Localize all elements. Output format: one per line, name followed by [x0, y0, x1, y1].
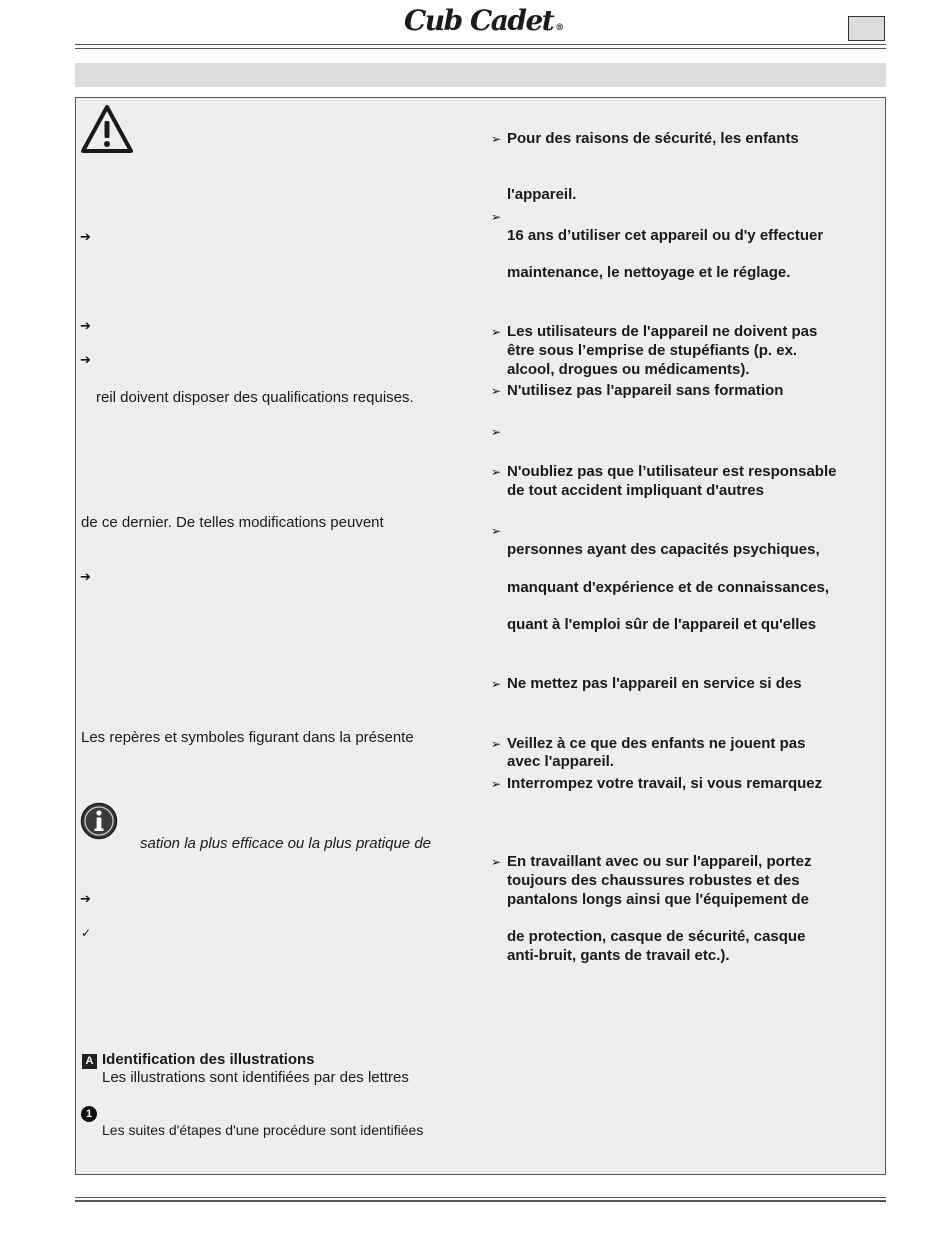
- safety-text-line: maintenance, le nettoyage et le réglage.: [507, 264, 791, 281]
- safety-text-line: Veillez à ce que des enfants ne jouent pas: [507, 735, 806, 752]
- arrow-bullet: ➔: [80, 892, 91, 907]
- footer-rule: [75, 1197, 886, 1198]
- safety-text-line: N'oubliez pas que l’utilisateur est responsable: [507, 463, 837, 480]
- safety-text-line: toujours des chaussures robustes et des: [507, 872, 800, 889]
- safety-text-line: Les utilisateurs de l'appareil ne doivent pas: [507, 323, 818, 340]
- info-text-line: sation la plus efficace ou la plus pratique de: [140, 835, 432, 852]
- triangle-bullet: ➢: [491, 465, 502, 479]
- safety-text-line: En travaillant avec ou sur l'appareil, portez: [507, 853, 812, 870]
- triangle-bullet: ➢: [491, 384, 502, 398]
- safety-text-line: être sous l’emprise de stupéfiants (p. ex.: [507, 342, 798, 359]
- arrow-bullet: ➔: [80, 570, 91, 585]
- brand-logo: [404, 6, 580, 36]
- text-line: Les suites d'étapes d'une procédure sont identifiées: [102, 1122, 424, 1138]
- triangle-bullet: ➢: [491, 425, 502, 439]
- safety-text-line: Ne mettez pas l'appareil en service si des: [507, 675, 802, 692]
- text-line: Les illustrations sont identifiées par des lettres: [102, 1069, 409, 1086]
- step-number-badge: 1: [81, 1106, 97, 1122]
- safety-text-line: alcool, drogues ou médicaments).: [507, 361, 750, 378]
- safety-text-line: Pour des raisons de sécurité, les enfants: [507, 130, 799, 147]
- safety-text-line: quant à l'emploi sûr de l'appareil et qu'elles: [507, 616, 817, 633]
- safety-text-line: 16 ans d’utiliser cet appareil ou d'y effectuer: [507, 227, 824, 244]
- content-panel: [75, 97, 886, 1175]
- text-line: de ce dernier. De telles modifications peuvent: [81, 514, 384, 531]
- triangle-bullet: ➢: [491, 737, 502, 751]
- footer-rule-thick: [75, 1200, 886, 1202]
- safety-text-line: l'appareil.: [507, 186, 577, 203]
- brand-name: Cub Cadet: [404, 4, 554, 37]
- safety-text-line: de protection, casque de sécurité, casque: [507, 928, 806, 945]
- info-icon: [80, 802, 118, 840]
- check-icon: ✓: [81, 926, 92, 940]
- registered-mark: ®: [555, 23, 565, 33]
- safety-text-line: N'utilisez pas l'appareil sans formation: [507, 382, 784, 399]
- safety-text-line: pantalons longs ainsi que l'équipement de: [507, 891, 809, 908]
- warning-triangle-icon: [80, 104, 134, 154]
- arrow-bullet: ➔: [80, 353, 91, 368]
- safety-text-line: Interrompez votre travail, si vous remarquez: [507, 775, 823, 792]
- safety-text-line: personnes ayant des capacités psychiques,: [507, 541, 820, 558]
- triangle-bullet: ➢: [491, 210, 502, 224]
- page-number-box: [848, 16, 885, 41]
- illustration-letter-badge: A: [82, 1054, 97, 1069]
- triangle-bullet: ➢: [491, 677, 502, 691]
- safety-text-line: manquant d'expérience et de connaissances,: [507, 579, 830, 596]
- triangle-bullet: ➢: [491, 132, 502, 146]
- safety-text-line: de tout accident impliquant d'autres: [507, 482, 764, 499]
- text-line: reil doivent disposer des qualifications requises.: [96, 389, 414, 406]
- safety-text-line: avec l'appareil.: [507, 753, 614, 770]
- header-rule: [75, 44, 886, 45]
- section-title-bar: [75, 63, 886, 87]
- arrow-bullet: ➔: [80, 230, 91, 245]
- illustrations-heading: Identification des illustrations: [102, 1051, 315, 1068]
- triangle-bullet: ➢: [491, 325, 502, 339]
- text-line: Les repères et symboles figurant dans la présente: [81, 729, 414, 746]
- triangle-bullet: ➢: [491, 524, 502, 538]
- triangle-bullet: ➢: [491, 855, 502, 869]
- header-rule-second: [75, 48, 886, 49]
- triangle-bullet: ➢: [491, 777, 502, 791]
- arrow-bullet: ➔: [80, 319, 91, 334]
- safety-text-line: anti-bruit, gants de travail etc.).: [507, 947, 730, 964]
